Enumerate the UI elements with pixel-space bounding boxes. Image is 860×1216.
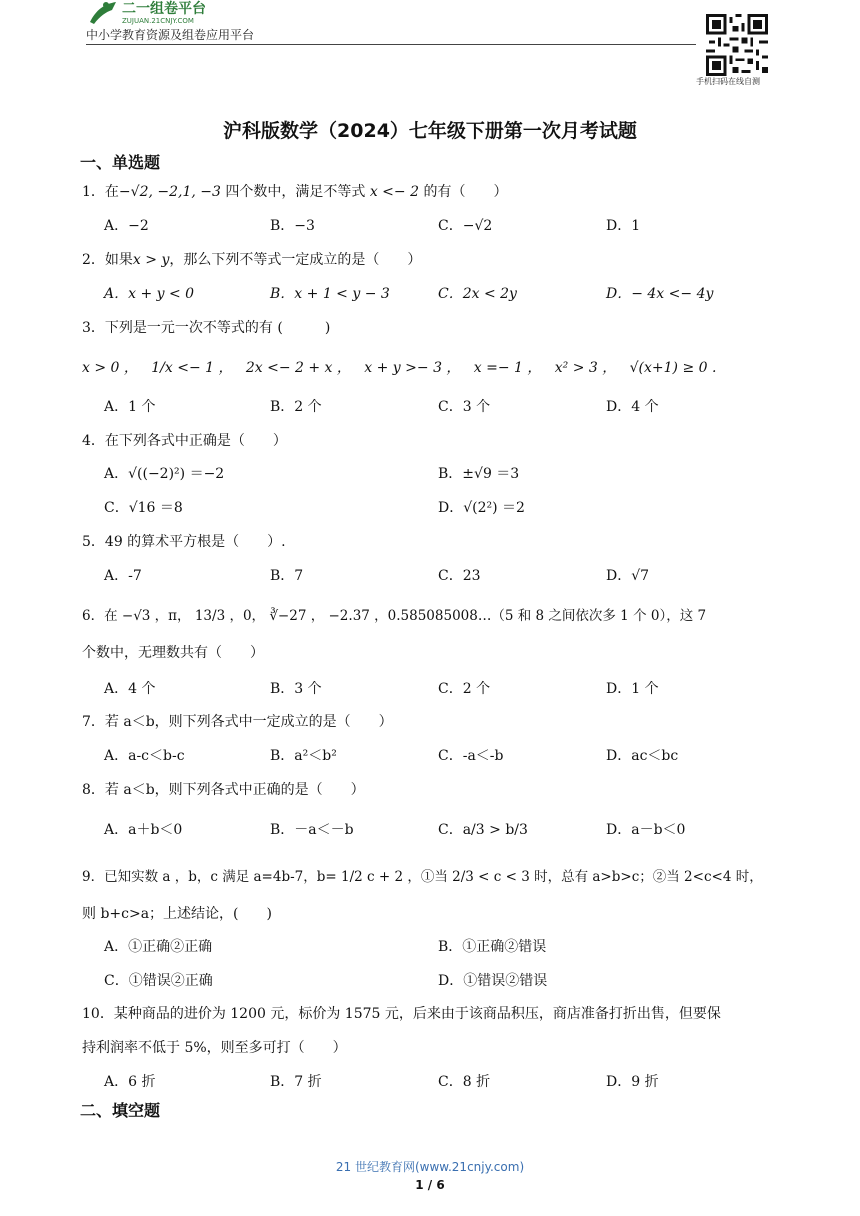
question-3-option-b[interactable]: B．2 个 xyxy=(270,399,322,415)
qr-caption: 手机扫码在线自测 xyxy=(696,77,760,86)
q3-item: x + y >− 3 ， xyxy=(364,360,461,376)
question-4-option-d[interactable]: D．√(2²) ＝2 xyxy=(438,500,525,516)
question-9-option-a[interactable]: A．①正确②正确 xyxy=(104,939,213,955)
q3-item: x > 0 ， xyxy=(82,360,138,376)
question-1-option-a[interactable]: A．−2 xyxy=(104,218,149,234)
q3-item: 2x <− 2 + x ， xyxy=(245,360,351,376)
q3-item: 1/x <− 1 ， xyxy=(151,360,233,376)
question-6-stem-line2: 个数中，无理数共有（ ） xyxy=(82,645,264,661)
question-1-option-c[interactable]: C．−√2 xyxy=(438,218,493,234)
question-3-stem: 3．下列是一元一次不等式的有 ( ) xyxy=(82,320,331,336)
question-3-option-d[interactable]: D．4 个 xyxy=(606,399,659,415)
question-5-option-a[interactable]: A．-7 xyxy=(104,568,142,584)
section-heading-single-choice: 一、单选题 xyxy=(80,153,161,172)
question-8-option-b[interactable]: B．－a＜－b xyxy=(270,822,354,838)
q3-item: x² > 3 ， xyxy=(554,360,617,376)
question-5-option-b[interactable]: B．7 xyxy=(270,568,304,584)
question-8-option-a[interactable]: A．a＋b＜0 xyxy=(104,822,183,838)
question-5-stem: 5．49 的算术平方根是（ ）. xyxy=(82,534,286,550)
logo-domain: ZUJUAN.21CNJY.COM xyxy=(122,17,194,25)
page-number: 1 / 6 xyxy=(415,1178,445,1192)
site-logo xyxy=(86,0,276,26)
question-3-expression-list xyxy=(82,357,716,377)
question-4-stem: 4．在下列各式中正确是（ ） xyxy=(82,433,287,449)
question-9-stem-line1: 9．已知实数 a ，b，c 满足 a=4b-7，b= 1/2 c + 2 ，①当 2/3 < c < 3 时，总有 a>b>c；②当 2<c<4 时， xyxy=(82,869,763,885)
question-7-option-a[interactable]: A．a-c＜b-c xyxy=(104,748,185,764)
question-4-option-c[interactable]: C．√16 ＝8 xyxy=(104,500,183,516)
logo-text: 二一组卷平台 xyxy=(122,1,206,17)
question-9-stem-line2: 则 b+c>a；上述结论，( ) xyxy=(82,906,272,922)
question-1-stem: 1．在−√2, −2,1, −3 四个数中，满足不等式 x <− 2 的有（ ） xyxy=(82,184,508,200)
page-title: 沪科版数学（2024）七年级下册第一次月考试题 xyxy=(223,120,637,142)
question-2-option-b[interactable]: B．x + 1 < y − 3 xyxy=(270,286,390,302)
question-7-option-b[interactable]: B．a²＜b² xyxy=(270,748,337,764)
question-9-option-b[interactable]: B．①正确②错误 xyxy=(438,939,547,955)
q3-item: x =− 1 ， xyxy=(473,360,542,376)
qr-code-icon[interactable] xyxy=(706,14,768,76)
question-7-stem: 7．若 a＜b，则下列各式中一定成立的是（ ） xyxy=(82,714,393,730)
question-9-option-d[interactable]: D．①错误②错误 xyxy=(438,973,548,989)
question-10-option-a[interactable]: A．6 折 xyxy=(104,1074,156,1090)
question-3-option-a[interactable]: A．1 个 xyxy=(104,399,156,415)
question-4-option-a[interactable]: A．√((−2)²) ＝−2 xyxy=(104,466,225,482)
question-1-option-b[interactable]: B．−3 xyxy=(270,218,315,234)
question-8-option-c[interactable]: C．a/3 > b/3 xyxy=(438,822,528,838)
section-heading-fill-in: 二、填空题 xyxy=(80,1101,161,1120)
question-2-stem: 2．如果x > y，那么下列不等式一定成立的是（ ） xyxy=(82,252,422,268)
q3-item: √(x+1) ≥ 0 . xyxy=(629,360,717,376)
question-3-option-c[interactable]: C．3 个 xyxy=(438,399,491,415)
question-10-option-d[interactable]: D．9 折 xyxy=(606,1074,659,1090)
question-6-option-d[interactable]: D．1 个 xyxy=(606,681,659,697)
question-2-option-a[interactable]: A．x + y < 0 xyxy=(104,286,195,302)
question-4-option-b[interactable]: B．±√9 ＝3 xyxy=(438,466,520,482)
question-10-option-c[interactable]: C．8 折 xyxy=(438,1074,491,1090)
question-1-option-d[interactable]: D．1 xyxy=(606,218,641,234)
question-2-option-c[interactable]: C．2x < 2y xyxy=(438,286,517,302)
question-5-option-d[interactable]: D．√7 xyxy=(606,568,650,584)
question-6-option-c[interactable]: C．2 个 xyxy=(438,681,491,697)
question-7-option-c[interactable]: C．-a＜-b xyxy=(438,748,504,764)
question-7-option-d[interactable]: D．ac＜bc xyxy=(606,748,679,764)
question-9-option-c[interactable]: C．①错误②正确 xyxy=(104,973,213,989)
footer-site-link[interactable]: 21 世纪教育网(www.21cnjy.com) xyxy=(335,1160,525,1174)
question-8-option-d[interactable]: D．a－b＜0 xyxy=(606,822,686,838)
question-10-option-b[interactable]: B．7 折 xyxy=(270,1074,322,1090)
question-6-stem-line1: 6．在 −√3 ，π， 13/3 ，0， ∛−27 ， −2.37 ，0.585085008…（5 和 8 之间依次多 1 个 0），这 7 xyxy=(82,608,707,624)
header-subtitle: 中小学教育资源及组卷应用平台 xyxy=(86,28,255,42)
header-rule xyxy=(86,44,696,45)
question-2-option-d[interactable]: D．− 4x <− 4y xyxy=(606,286,714,302)
question-6-option-b[interactable]: B．3 个 xyxy=(270,681,322,697)
question-10-stem-line2: 持利润率不低于 5%，则至多可打（ ） xyxy=(82,1040,347,1056)
question-5-option-c[interactable]: C．23 xyxy=(438,568,481,584)
question-6-option-a[interactable]: A．4 个 xyxy=(104,681,156,697)
question-8-stem: 8．若 a＜b，则下列各式中正确的是（ ） xyxy=(82,782,365,798)
question-10-stem-line1: 10．某种商品的进价为 1200 元，标价为 1575 元，后来由于该商品积压，商店准备打折出售，但要保 xyxy=(82,1006,721,1022)
